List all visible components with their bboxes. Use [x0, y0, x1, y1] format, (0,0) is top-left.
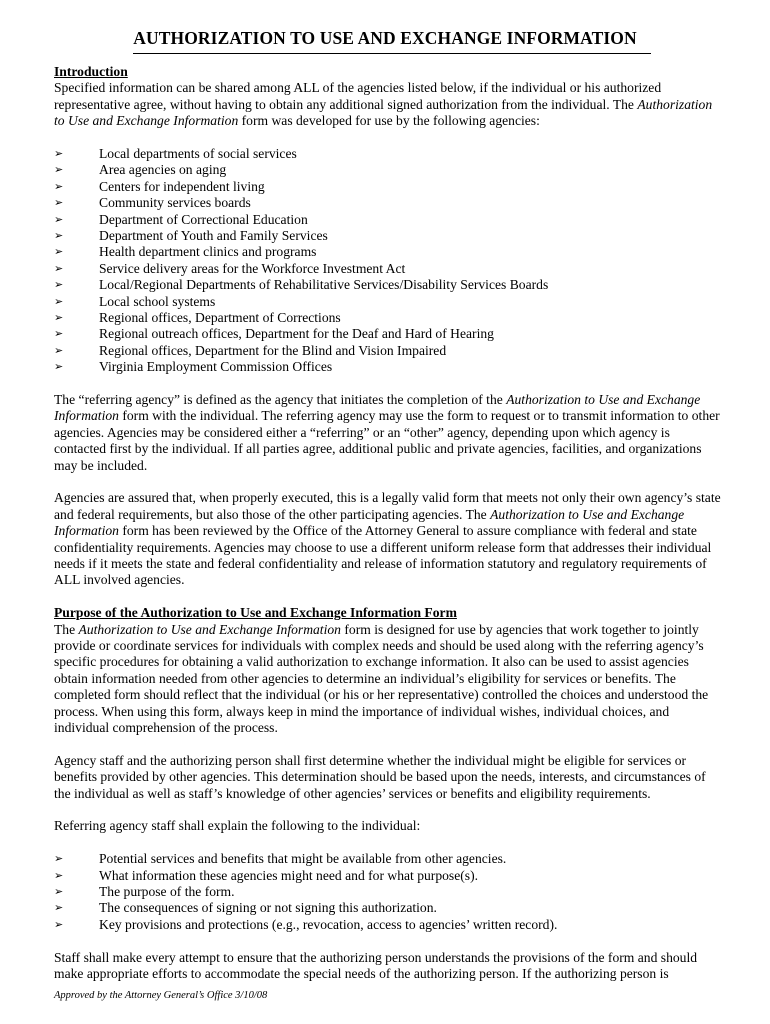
agency-list-item-text: Local/Regional Departments of Rehabilitative Services/Disability Services Boards — [99, 277, 549, 293]
arrow-bullet-icon — [54, 884, 63, 900]
purpose-p1-form-name: Authorization to Use and Exchange Information — [78, 621, 341, 637]
intro-p1-form-name: Authorization to Use and Exchange Information — [54, 96, 713, 129]
agency-list-item — [54, 212, 724, 228]
explain-list-item — [54, 917, 724, 933]
explain-list-item-text: The purpose of the form. — [99, 883, 235, 899]
arrow-bullet-icon — [54, 343, 63, 359]
agency-list-item — [54, 146, 724, 162]
agency-list-item — [54, 195, 724, 211]
intro-p3-text-b: form has been reviewed by the Office of the Attorney General to assure compliance with federal and state confidentiality requirements. Agencies may choose to use a different uniform release form that addresses their individual needs if it meets the state and federal confidentiality and release of information statutory and regulatory requirements of ALL involved agencies. — [54, 523, 712, 588]
arrow-bullet-icon — [54, 179, 63, 195]
arrow-bullet-icon — [54, 195, 63, 211]
intro-p1-text-a: Specified information can be shared among ALL of the agencies listed below, if the individual or his authorized representative agree, without having to obtain any additional signed authorization from the individual. The — [54, 80, 662, 112]
agency-list-item — [54, 359, 724, 375]
agency-list-item-text: Community services boards — [99, 195, 251, 211]
purpose-paragraph-1 — [54, 622, 724, 737]
agency-list-item-text: Local school systems — [99, 293, 216, 309]
purpose-heading: Purpose of the Authorization to Use and Exchange Information Form — [54, 605, 457, 621]
explain-list — [54, 851, 724, 933]
arrow-bullet-icon — [54, 228, 63, 244]
explain-list-item-text: Key provisions and protections (e.g., revocation, access to agencies’ written record). — [99, 916, 558, 932]
agency-list-item-text: Virginia Employment Commission Offices — [99, 359, 333, 375]
agency-list-item — [54, 277, 724, 293]
arrow-bullet-icon — [54, 261, 63, 277]
purpose-paragraph-3: Referring agency staff shall explain the following to the individual: — [54, 818, 421, 834]
document-body — [54, 64, 724, 982]
agency-list-item — [54, 294, 724, 310]
explain-list-item-text: The consequences of signing or not signing this authorization. — [99, 900, 437, 916]
purpose-paragraph-4: Staff shall make every attempt to ensure that the authorizing person understands the provisions of the form and should make appropriate efforts to accommodate the special needs of the authorizing person. If the authorizing person is — [54, 949, 698, 981]
purpose-paragraph-2: Agency staff and the authorizing person shall first determine whether the individual might be eligible for services or benefits provided by other agencies. This determination should be based upon the needs, interests, and circumstances of the individual as well as staff’s knowledge of other agencies’ services or benefits and eligibility requirements. — [54, 752, 706, 801]
intro-paragraph-3 — [54, 490, 724, 588]
explain-list-item — [54, 868, 724, 884]
purpose-p1-text-b: form is designed for use by agencies that work together to jointly provide or coordinate services for individuals with complex needs and should be used along with the referring agency’s specific procedures for obtaining a valid authorization to exchange information. It also can be used to assist agencies obtain information needed from other agencies to determine an individual’s eligibility for services or benefits. The completed form should reflect that the individual (or his or her representative) controlled the choices and understood the process. When using this form, always keep in mind the importance of individual wishes, individual choices, and individual comprehension of the process. — [54, 621, 709, 735]
agency-list-item-text: Service delivery areas for the Workforce Investment Act — [99, 260, 406, 276]
approval-footer: Approved by the Attorney General’s Office 3/10/08 — [54, 990, 268, 1001]
arrow-bullet-icon — [54, 277, 63, 293]
agency-list-item-text: Regional outreach offices, Department for the Deaf and Hard of Hearing — [99, 326, 494, 342]
arrow-bullet-icon — [54, 851, 63, 867]
intro-p3-form-name: Authorization to Use and Exchange Information — [54, 506, 685, 539]
arrow-bullet-icon — [54, 212, 63, 228]
intro-p2-form-name: Authorization to Use and Exchange Information — [54, 391, 701, 424]
document-title: AUTHORIZATION TO USE AND EXCHANGE INFORMATION — [133, 28, 637, 48]
explain-list-item — [54, 851, 724, 867]
intro-p2-text-a: The “referring agency” is defined as the agency that initiates the completion of the — [54, 391, 507, 407]
arrow-bullet-icon — [54, 900, 63, 916]
arrow-bullet-icon — [54, 917, 63, 933]
explain-list-item-text: Potential services and benefits that might be available from other agencies. — [99, 851, 507, 867]
intro-p3-text-a: Agencies are assured that, when properly executed, this is a legally valid form that meets not only their own agency’s state and federal requirements, but also those of the other participating agencies. The — [54, 490, 721, 522]
arrow-bullet-icon — [54, 162, 63, 178]
explain-list-item-text: What information these agencies might need and for what purpose(s). — [99, 867, 478, 883]
arrow-bullet-icon — [54, 310, 63, 326]
agency-list-item — [54, 228, 724, 244]
agency-list-item — [54, 261, 724, 277]
agency-list-item — [54, 343, 724, 359]
arrow-bullet-icon — [54, 359, 63, 375]
agency-list-item-text: Regional offices, Department for the Blind and Vision Impaired — [99, 342, 447, 358]
intro-paragraph-1 — [54, 80, 724, 129]
agency-list-item-text: Department of Youth and Family Services — [99, 227, 328, 243]
agency-list-item-text: Area agencies on aging — [99, 162, 227, 178]
agency-list-item-text: Local departments of social services — [99, 146, 297, 162]
agency-list-item-text: Department of Correctional Education — [99, 211, 308, 227]
title-underline — [133, 53, 651, 54]
explain-list-item — [54, 884, 724, 900]
agency-list-item-text: Centers for independent living — [99, 178, 265, 194]
intro-p1-text-b: form was developed for use by the following agencies: — [238, 113, 540, 129]
arrow-bullet-icon — [54, 146, 63, 162]
agency-list-item — [54, 179, 724, 195]
intro-p2-text-b: form with the individual. The referring agency may use the form to request or to transmit information to other agencies. Agencies may be considered either a “referring” or an “other” agency, depending upon which agency is contacted first by the individual. If all parties agree, additional public and private agencies, facilities, and organizations may be included. — [54, 408, 720, 473]
arrow-bullet-icon — [54, 326, 63, 342]
arrow-bullet-icon — [54, 868, 63, 884]
agency-list-item — [54, 162, 724, 178]
agency-list-item-text: Health department clinics and programs — [99, 244, 317, 260]
explain-list-item — [54, 900, 724, 916]
purpose-p1-text-a: The — [54, 621, 79, 637]
agency-list-item — [54, 310, 724, 326]
intro-heading: Introduction — [54, 64, 128, 79]
agency-list — [54, 146, 724, 375]
agency-list-item — [54, 244, 724, 260]
agency-list-item — [54, 326, 724, 342]
intro-paragraph-2 — [54, 392, 724, 474]
arrow-bullet-icon — [54, 294, 63, 310]
agency-list-item-text: Regional offices, Department of Corrections — [99, 309, 341, 325]
arrow-bullet-icon — [54, 244, 63, 260]
